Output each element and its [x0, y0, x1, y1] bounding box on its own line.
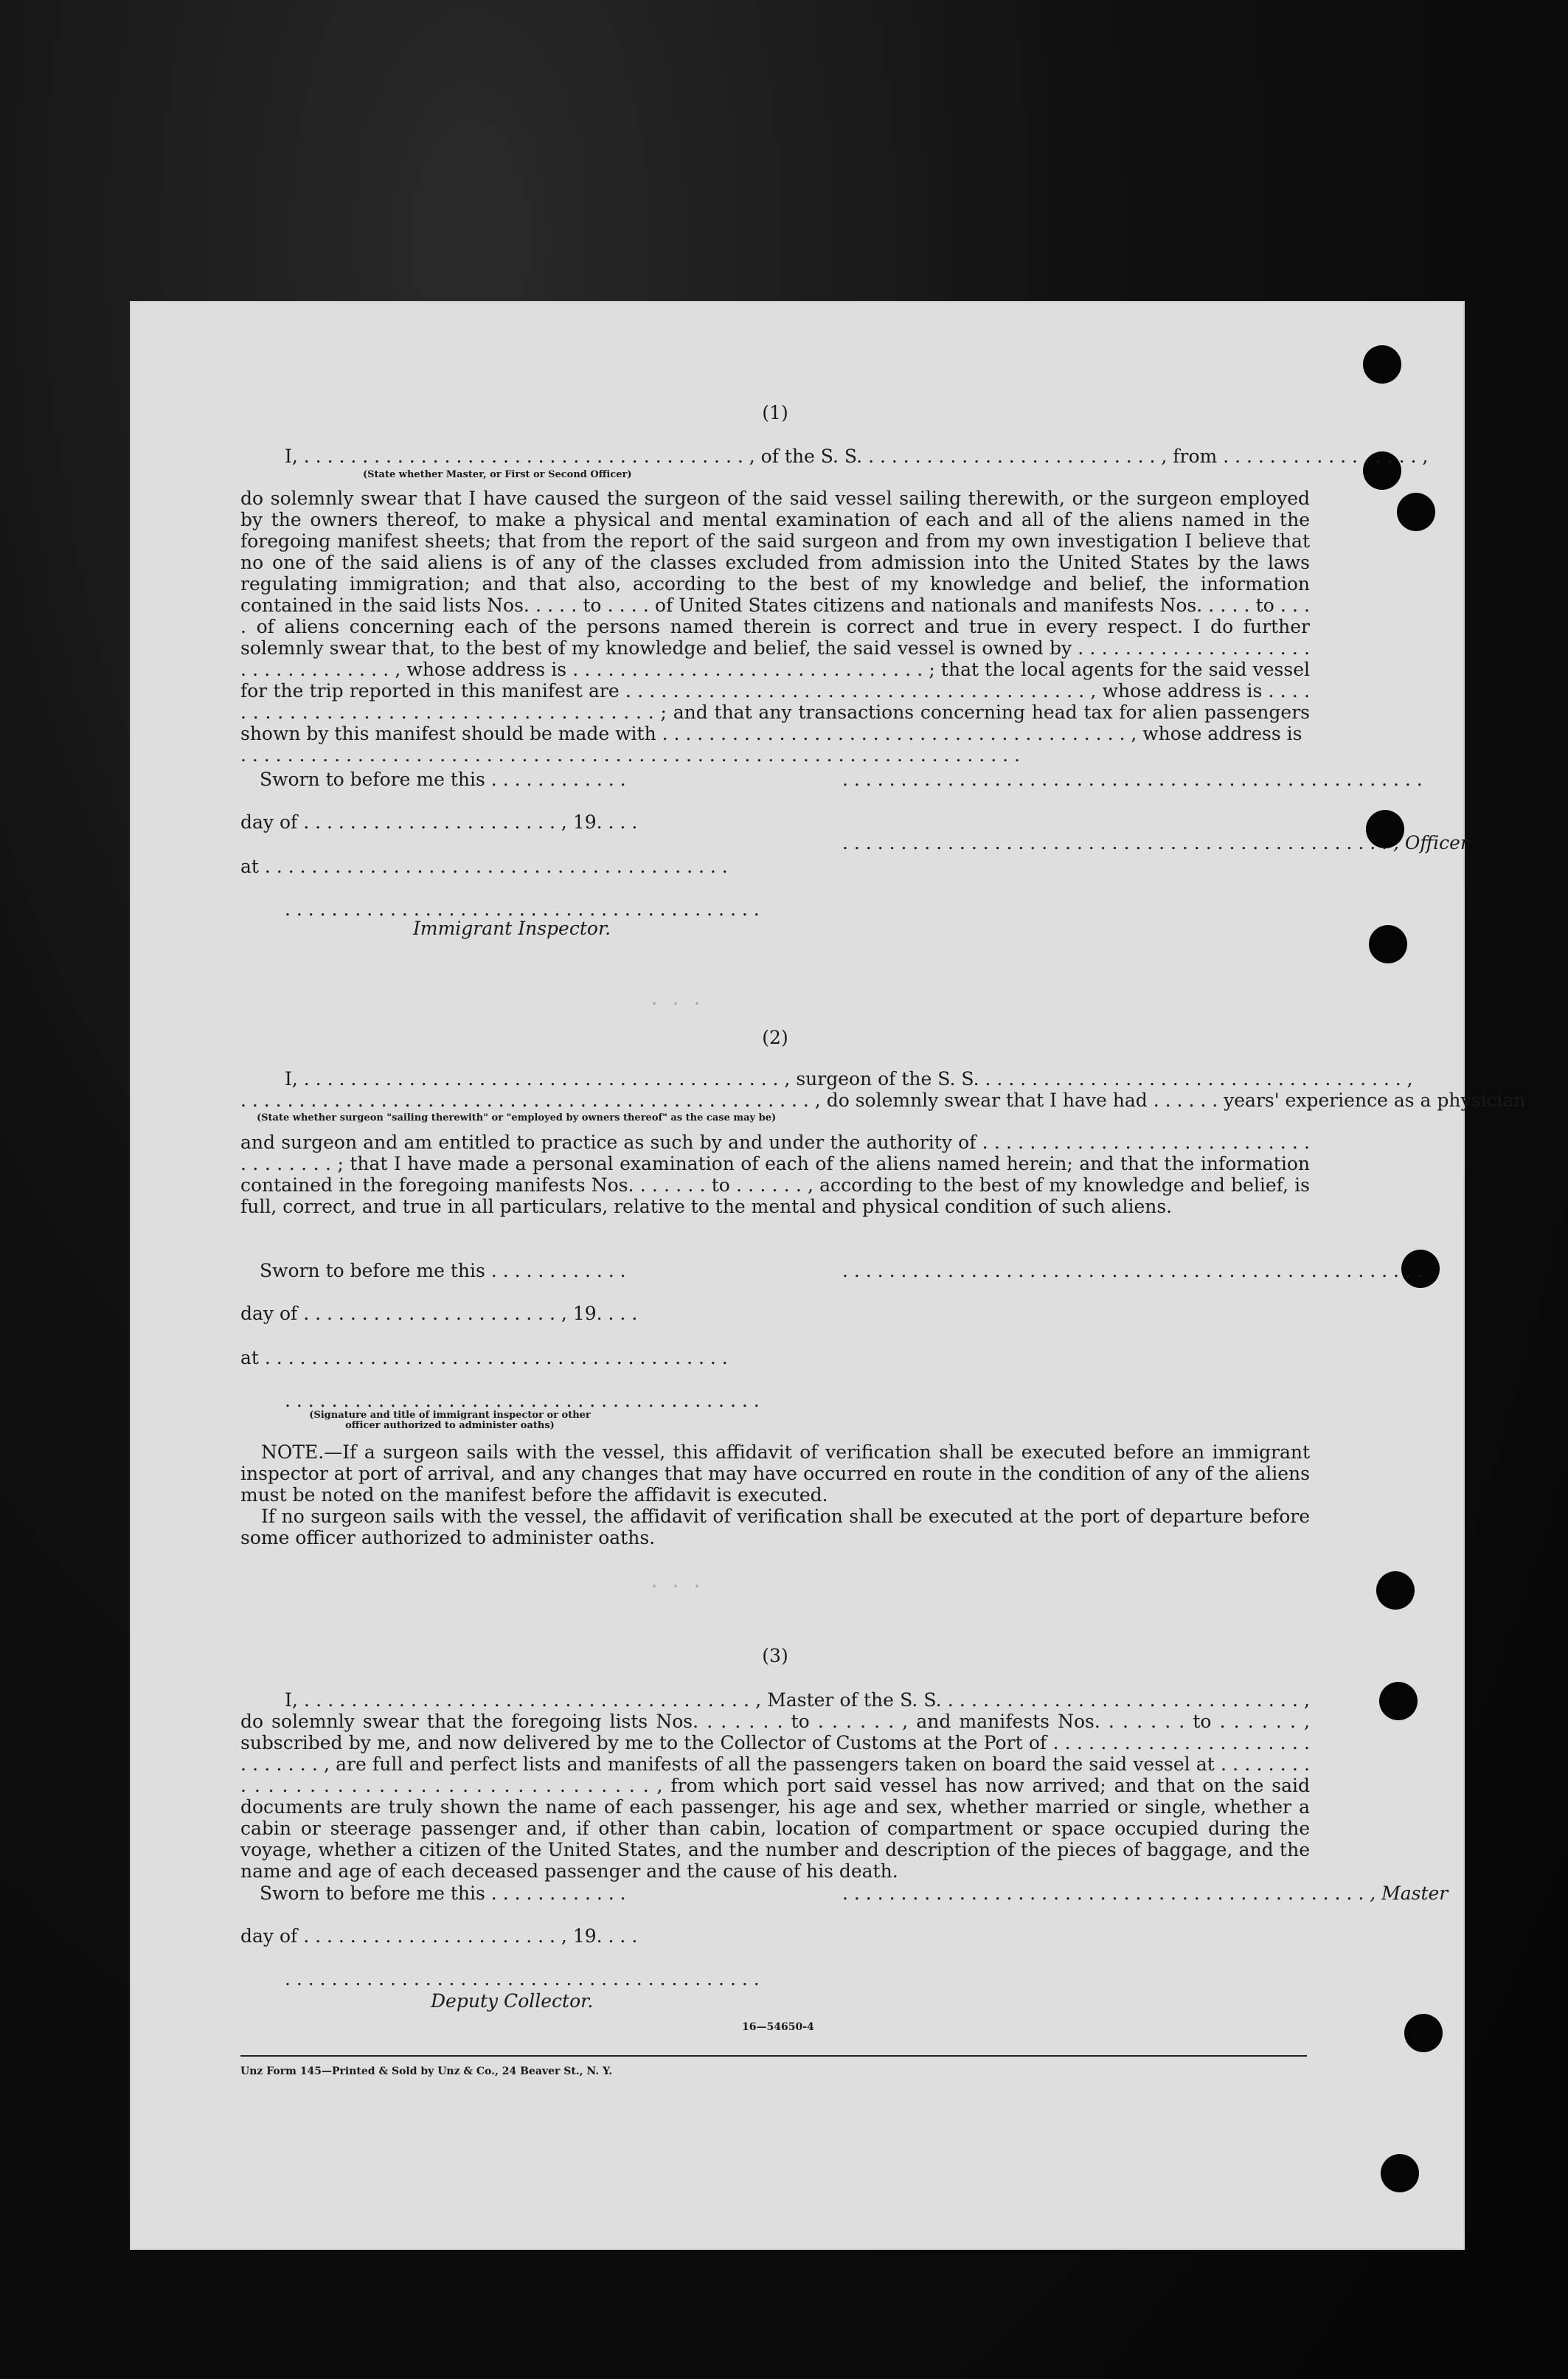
punch-hole	[1404, 2014, 1443, 2052]
section-3-paragraph	[240, 1689, 1310, 1882]
blank-fill: . . . . . . . . . . . .	[490, 1260, 626, 1281]
master-label: , Master	[1370, 1883, 1449, 1904]
officer-line	[842, 832, 1469, 853]
year-label: , 19	[561, 811, 597, 833]
sworn-label: Sworn to before me this	[260, 769, 485, 790]
punch-hole	[1376, 1571, 1415, 1610]
sworn-label: Sworn to before me this	[260, 1260, 485, 1281]
blank-fill: . . . . . . . . . . . . . . . . . . . . . . . . .	[868, 446, 1162, 467]
collector-signature-line: . . . . . . . . . . . . . . . . . . . . . . . . . . . . . . . . . . . . . . . . .	[285, 1968, 760, 1990]
inspector-signature-line: . . . . . . . . . . . . . . . . . . . . . . . . . . . . . . . . . . . . . . . . .	[285, 898, 760, 920]
blank-fill: . . . . . . . . . . . . . . . . . . . . . . . . . . . . . . . . . . . . . .	[303, 446, 749, 467]
blank-fill: . . . . . . . . . . . .	[490, 769, 626, 790]
pronoun-i: I,	[285, 446, 298, 467]
blank-fill: . . . . . . . . . . . . . . . . . . . . . . . . . . . . . . . . . . . . . . . .	[264, 856, 728, 877]
note-1: NOTE.—If a surgeon sails with the vessel, this affidavit of verification shall be executed before an immigrant inspector at port of arrival, and any changes that may have occurred en route in the condition of any of the aliens must be noted on the manifest before the affidavit is executed.	[240, 1441, 1310, 1506]
blank-fill: . . . . . . . . . . . . . . . . . . . . . . . . . . . . . . . . . . . . . . . . . . . . .	[842, 1883, 1370, 1904]
sworn-label: Sworn to before me this	[260, 1883, 485, 1904]
officer-signature-line: . . . . . . . . . . . . . . . . . . . . . . . . . . . . . . . . . . . . . . . . . . . . . . . . . .	[842, 769, 1423, 790]
blank-fill: . . . .	[596, 811, 638, 833]
printer-imprint: Unz Form 145—Printed & Sold by Unz & Co., 24 Beaver St., N. Y.	[240, 2065, 613, 2077]
pronoun-i: I,	[285, 1068, 298, 1090]
section-1-text: do solemnly swear that I have caused the surgeon of the said vessel sailing therewith, or the surgeon employed by the owners thereof, to make a physical and mental examination of each and all of the aliens named in the foregoing manifest sheets; that from the report of the said surgeon and from my own investigation I believe that no one of the said aliens is of any of the classes excluded from admission into the United States by the laws regulating immigration; and that also, according to the best of my knowledge and belief, the information contained in the said lists Nos. . . . . to . . . . of United States citizens and nationals and manifests Nos. . . . . to . . . . of aliens concerning each of the persons named therein is correct and true in every respect. I do further solemnly swear that, to the best of my knowledge and belief, the said vessel is owned by . . . . . . . . . . . . . . . . . . . . . . . . . . . . . . . . . , whose address is . . . . . . . . . . . . . . . . . . . . . . . . . . . . . . ; that the local agents for the said vessel for the trip reported in this manifest are . . . . . . . . . . . . . . . . . . . . . . . . . . . . . . . . . . . . . . . , whose address is . . . . . . . . . . . . . . . . . . . . . . . . . . . . . . . . . . . . . . ; and that any transactions concerning head tax for alien passengers shown by this manifest should be made with . . . . . . . . . . . . . . . . . . . . . . . . . . . . . . . . . . . . . . . . , whose address is	[240, 488, 1310, 744]
punch-hole	[1379, 1682, 1418, 1720]
at-label: at	[240, 856, 259, 877]
blank-fill: . . . . . . . . . . . . . . . . . . . . . . . . . . . . . . . . . . . . . . . . . . . . . . . . . . . . . . . . . . . . . . . . . . .	[240, 744, 1020, 766]
punch-hole	[1397, 493, 1435, 531]
section-2-line-2	[240, 1090, 1525, 1111]
section-2-text: and surgeon and am entitled to practice as such by and under the authority of . . . . . . . . . . . . . . . . . . . . . . . . . . . . . . . . . . . . ; that I have made a personal examination of each of the aliens named herein; and that the information contained in the foregoing manifests Nos. . . . . . . to . . . . . . , according to the best of my knowledge and belief, is full, correct, and true in all particulars, relative to the mental and physical condition of such aliens.	[240, 1132, 1310, 1217]
blank-fill: . . . . . . . . . . . . . . . . . . . . . .	[303, 1925, 561, 1947]
form-number: 16—54650-4	[742, 2021, 814, 2033]
footer-rule	[240, 2055, 1307, 2057]
section-1-oath-line	[285, 446, 1428, 467]
officer-label: , Officer	[1393, 832, 1469, 853]
bleed-through: . . .	[649, 988, 1139, 1009]
sworn-line	[260, 1883, 626, 1904]
from-label: , from	[1161, 446, 1218, 467]
experience-text: , do solemnly swear that I have had . . . . . . years' experience as a physician	[814, 1090, 1526, 1111]
section-2-number: (2)	[762, 1027, 788, 1048]
note-2: If no surgeon sails with the vessel, the affidavit of verification shall be executed at the port of departure before some officer authorized to administer oaths.	[240, 1506, 1310, 1548]
blank-fill: . . . . . . . . . . . . . . . . . . . . . . . . . . . . . . . . . . . . . . . . . . . . . . . . .	[240, 1090, 815, 1111]
day-of-label: day of	[240, 1925, 298, 1947]
punch-hole	[1369, 925, 1407, 963]
signature-caption	[302, 1410, 597, 1431]
day-line	[240, 1303, 637, 1324]
signature-caption-text: (Signature and title of immigrant inspector or other officer authorized to administer oaths)	[309, 1410, 591, 1431]
at-line	[240, 1347, 728, 1368]
blank-fill: . . . . . . . . . . . .	[490, 1883, 626, 1904]
section-3-text: I, . . . . . . . . . . . . . . . . . . . . . . . . . . . . . . . . . . . . . . , Master of the S. S. . . . . . . . . . . . . . . . . . . . . . . . . . . . . . . , do solemnly swear that the foregoing lists Nos. . . . . . . to . . . . . . , and manifests Nos. . . . . . . to . . . . . . , subscribed by me, and now delivered by me to the Collector of Customs at the Port of . . . . . . . . . . . . . . . . . . . . . . . . . . . . . , are full and perfect lists and manifests of all the passengers taken on board the said vessel at . . . . . . . . . . . . . . . . . . . . . . . . . . . . . . . . . . . . . . , from which port said vessel has now arrived; and that on the said documents are truly shown the name of each passenger, his age and sex, whether married or single, whether a cabin or steerage passenger and, if other than cabin, location of compartment or space occupied during the voyage, whether a citizen of the United States, and the number and description of the pieces of baggage, and the name and age of each deceased passenger and the cause of his death.	[240, 1689, 1310, 1882]
punch-hole	[1381, 2154, 1419, 2192]
surgeon-of-label: , surgeon of the S. S.	[784, 1068, 979, 1090]
section-2-oath-line	[285, 1068, 1413, 1090]
section-1-paragraph	[240, 488, 1310, 766]
blank-fill: . . . . . . . . . . . . . . . . . . . . . . . . . . . . . . . . . . . . ,	[985, 1068, 1413, 1090]
master-signature-line	[842, 1883, 1448, 1904]
inspector-signature-line: . . . . . . . . . . . . . . . . . . . . . . . . . . . . . . . . . . . . . . . . .	[285, 1390, 760, 1411]
day-line	[240, 811, 637, 833]
immigrant-inspector-label: Immigrant Inspector.	[413, 918, 611, 939]
master-caption: (State whether Master, or First or Second Officer)	[363, 469, 632, 480]
day-of-label: day of	[240, 811, 298, 833]
signature-line: . . . . . . . . . . . . . . . . . . . . . . . . . . . . . . . . . . . . . . . . . . . . . . . . . .	[842, 1260, 1423, 1281]
bleed-through: . . .	[649, 1571, 916, 1592]
sworn-line	[260, 1260, 626, 1281]
section-3-number: (3)	[762, 1645, 788, 1666]
blank-fill: . . . .	[596, 1925, 638, 1947]
of-the-ss-label: , of the S. S.	[749, 446, 863, 467]
blank-fill: . . . . . . . . . . . . . . . . . . . . . . . . . . . . . . . . . . . . . . . . . . . . . . .	[842, 832, 1393, 853]
day-of-label: day of	[240, 1303, 298, 1324]
blank-fill: . . . . . . . . . . . . . . . . . . . . . . . . . . . . . . . . . . . . . . . . .	[303, 1068, 785, 1090]
at-line	[240, 856, 728, 877]
blank-fill: . . . .	[596, 1303, 638, 1324]
sworn-line	[260, 769, 626, 790]
at-label: at	[240, 1347, 259, 1368]
deputy-collector-label: Deputy Collector.	[431, 1990, 594, 2012]
blank-fill: . . . . . . . . . . . . . . . . . . . . . .	[303, 1303, 561, 1324]
punch-hole	[1363, 345, 1401, 384]
surgeon-caption: (State whether surgeon "sailing therewith" or "employed by owners thereof" as the case may be)	[257, 1112, 777, 1123]
day-line	[240, 1925, 637, 1947]
year-label: , 19	[561, 1925, 597, 1947]
blank-fill: . . . . . . . . . . . . . . . . . ,	[1223, 446, 1429, 467]
blank-fill: . . . . . . . . . . . . . . . . . . . . . . . . . . . . . . . . . . . . . . . .	[264, 1347, 728, 1368]
blank-fill: . . . . . . . . . . . . . . . . . . . . . .	[303, 811, 561, 833]
section-2-paragraph	[240, 1132, 1310, 1217]
notes	[240, 1441, 1310, 1548]
section-1-number: (1)	[762, 402, 788, 423]
year-label: , 19	[561, 1303, 597, 1324]
